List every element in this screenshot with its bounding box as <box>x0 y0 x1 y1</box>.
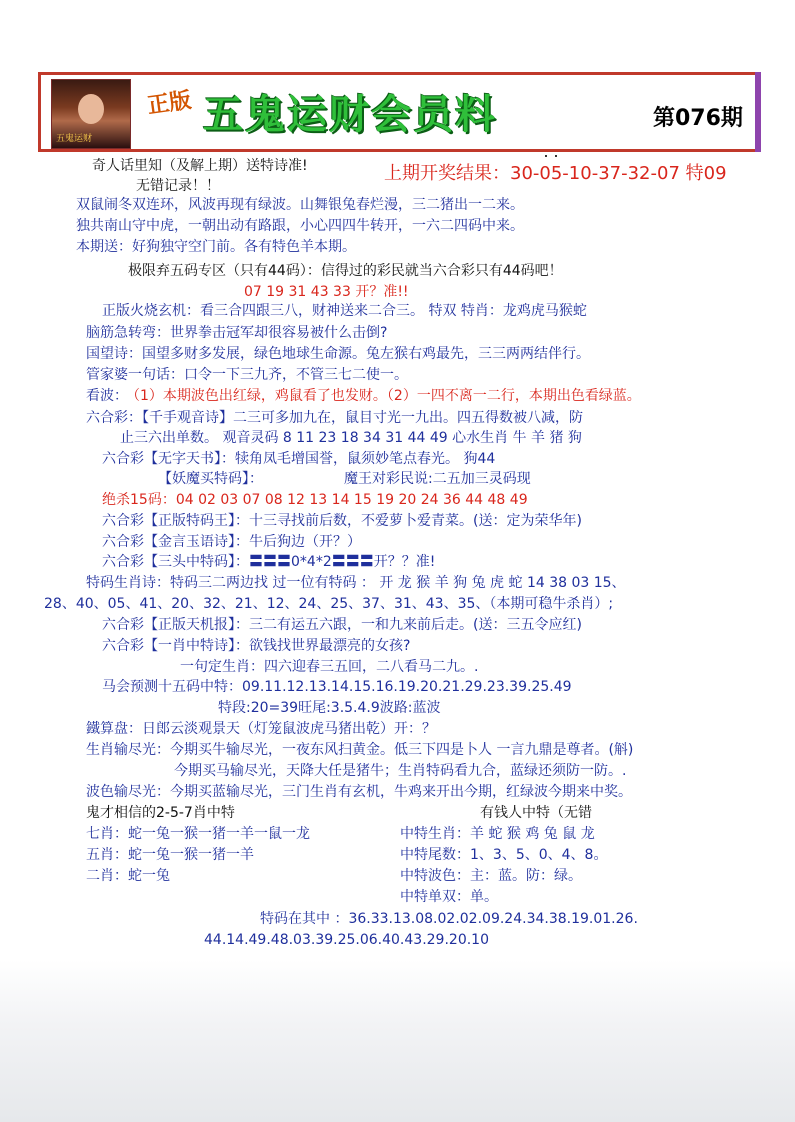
guowang-poem: 国望诗：国望多财多发展，绿色地球生命源。兔左猴右鸡最先，三三两两结伴行。 <box>86 346 590 362</box>
two-zodiac: 二肖：蛇一兔 <box>86 868 170 884</box>
wave-label: 看波： <box>86 388 128 404</box>
rich-section-title: 有钱人中特（无错 <box>480 805 592 821</box>
three-head-code: 六合彩【三头中特码】：〓〓〓0*4*2〓〓〓开？？准! <box>102 554 436 570</box>
dot-mark <box>545 155 547 157</box>
photo-face <box>78 94 104 124</box>
guanyin-poem-2: 止三六出单数。 观音灵码 8 11 23 18 34 31 44 49 心水生肖 牛 羊 猪 狗 <box>120 430 582 446</box>
author-photo <box>51 79 131 149</box>
ghost-section-title: 鬼才相信的2-5-7肖中特 <box>86 805 235 821</box>
line-record: 无错记录！！ <box>136 178 220 194</box>
zodiac-poem-2: 28、40、05、41、20、32、21、12、24、25、37、31、43、35、（本期可稳牛杀肖）; <box>44 596 614 612</box>
special-code-list-1: 特码在其中 ：36.33.13.08.02.02.09.24.34.38.19.01.26. <box>260 911 638 927</box>
fire-riddle: 正版火烧玄机：看三合四跟三八，财神送来二合三。 特双 特肖：龙鸡虎马猴蛇 <box>102 303 587 319</box>
limit-zone-numbers: 07 19 31 43 33 开？准!! <box>244 284 409 300</box>
special-odd-even: 中特单双：单。 <box>400 889 498 905</box>
banner-accent-bar <box>755 72 761 152</box>
wave-lose: 波色输尽光：今期买蓝输尽光，三门生肖有玄机，牛鸡来开出今期，红绿波今期来中奖。 <box>86 784 632 800</box>
page-background-fade <box>0 960 795 1122</box>
code-king: 六合彩【正版特码王】：十三寻找前后数，不爱萝卜爱青菜。(送：定为荣华年) <box>102 513 582 529</box>
demon-text: 魔王对彩民说:二五加三灵码现 <box>344 471 531 487</box>
special-segment: 特段:20=39旺尾:3.5.4.9波路:蓝波 <box>218 700 441 716</box>
zodiac-poem-1: 特码生肖诗：特码三二两边找 过一位有特码 ： 开 龙 猴 羊 狗 兔 虎 蛇 14 38 03 15、 <box>86 575 626 591</box>
one-sentence-zodiac: 一句定生肖：四六迎春三五回，二八看马二九。. <box>180 659 479 675</box>
one-zodiac-poem: 六合彩【一肖中特诗】：欲钱找世界最漂亮的女孩? <box>102 638 411 654</box>
last-result: 上期开奖结果：30-05-10-37-32-07 特09 <box>384 163 727 184</box>
special-tail-numbers: 中特尾数：1、3、5、0、4、8。 <box>400 847 608 863</box>
header-banner <box>38 72 760 152</box>
poem-line-1: 双鼠闹冬双连环，风波再现有绿波。山舞银兔春烂漫，三二猪出一二来。 <box>76 197 524 213</box>
demon-label: 【妖魔买特码】： <box>158 471 263 487</box>
issue-number: 第076期 <box>653 106 743 131</box>
seven-zodiac: 七肖：蛇一兔一猴一猪一羊一鼠一龙 <box>86 826 310 842</box>
brain-teaser: 脑筋急转弯：世界拳击冠军却很容易被什么击倒? <box>86 325 388 341</box>
limit-zone-title: 极限弃五码专区（只有44码）：信得过的彩民就当六合彩只有44码吧！ <box>128 263 563 279</box>
horse-prediction: 马会预测十五码中特：09.11.12.13.14.15.16.19.20.21.29.23.39.25.49 <box>102 679 572 695</box>
poem-send: 本期送：好狗独守空门前。各有特色羊本期。 <box>76 239 356 255</box>
housekeeper-saying: 管家婆一句话：口令一下三九齐，不管三七二使一。 <box>86 367 408 383</box>
zheng-ban-logo: 正版 <box>145 88 193 120</box>
kill-15-numbers: 绝杀15码：04 02 03 07 08 12 13 14 15 19 20 24 36 44 48 49 <box>102 492 528 508</box>
tianji-report: 六合彩【正版天机报】：三二有运五六跟，一和九来前后走。(送：三五令应红) <box>102 617 582 633</box>
photo-caption: 五鬼运财 <box>56 134 93 144</box>
dot-mark <box>555 155 557 157</box>
poem-line-2: 独共南山守中虎，一朝出动有路跟，小心四四牛转开，一六二四码中来。 <box>76 218 524 234</box>
special-code-list-2: 44.14.49.48.03.39.25.06.40.43.29.20.10 <box>204 932 489 948</box>
five-zodiac: 五肖：蛇一兔一猴一猪一羊 <box>86 847 254 863</box>
special-zodiac: 中特生肖：羊 蛇 猴 鸡 兔 鼠 龙 <box>400 826 595 842</box>
line-intro: 奇人话里知（及解上期）送特诗准! <box>92 158 308 174</box>
zodiac-lose-1: 生肖输尽光：今期买牛输尽光，一夜东风扫黄金。低三下四是卜人 一言九鼎是尊者。(斛) <box>86 742 634 758</box>
golden-words: 六合彩【金言玉语诗】：牛后狗边（开？） <box>102 534 361 550</box>
special-wave-color: 中特波色：主：蓝。防：绿。 <box>400 868 582 884</box>
tianshu-poem: 六合彩【无字天书】：犊角凤毛增国誉，鼠须妙笔点春光。 狗44 <box>102 451 496 467</box>
iron-abacus: 鐵算盘：日郎云淡观景天（灯笼鼠波虎马猪出乾）开：？ <box>86 721 436 737</box>
wave-text: （1）本期波色出红绿，鸡鼠看了也发财。（2）一四不离一二行，本期出色看绿蓝。 <box>126 388 641 404</box>
zodiac-lose-2: 今期买马输尽光，天降大任是猪牛；生肖特码看九合，蓝绿还须防一防。. <box>174 763 627 779</box>
guanyin-poem-1: 六合彩：【千手观音诗】二三可多加九在，鼠目寸光一九出。四五得数被八减，防 <box>86 410 583 426</box>
page-title: 五鬼运财会员料 <box>203 92 497 138</box>
